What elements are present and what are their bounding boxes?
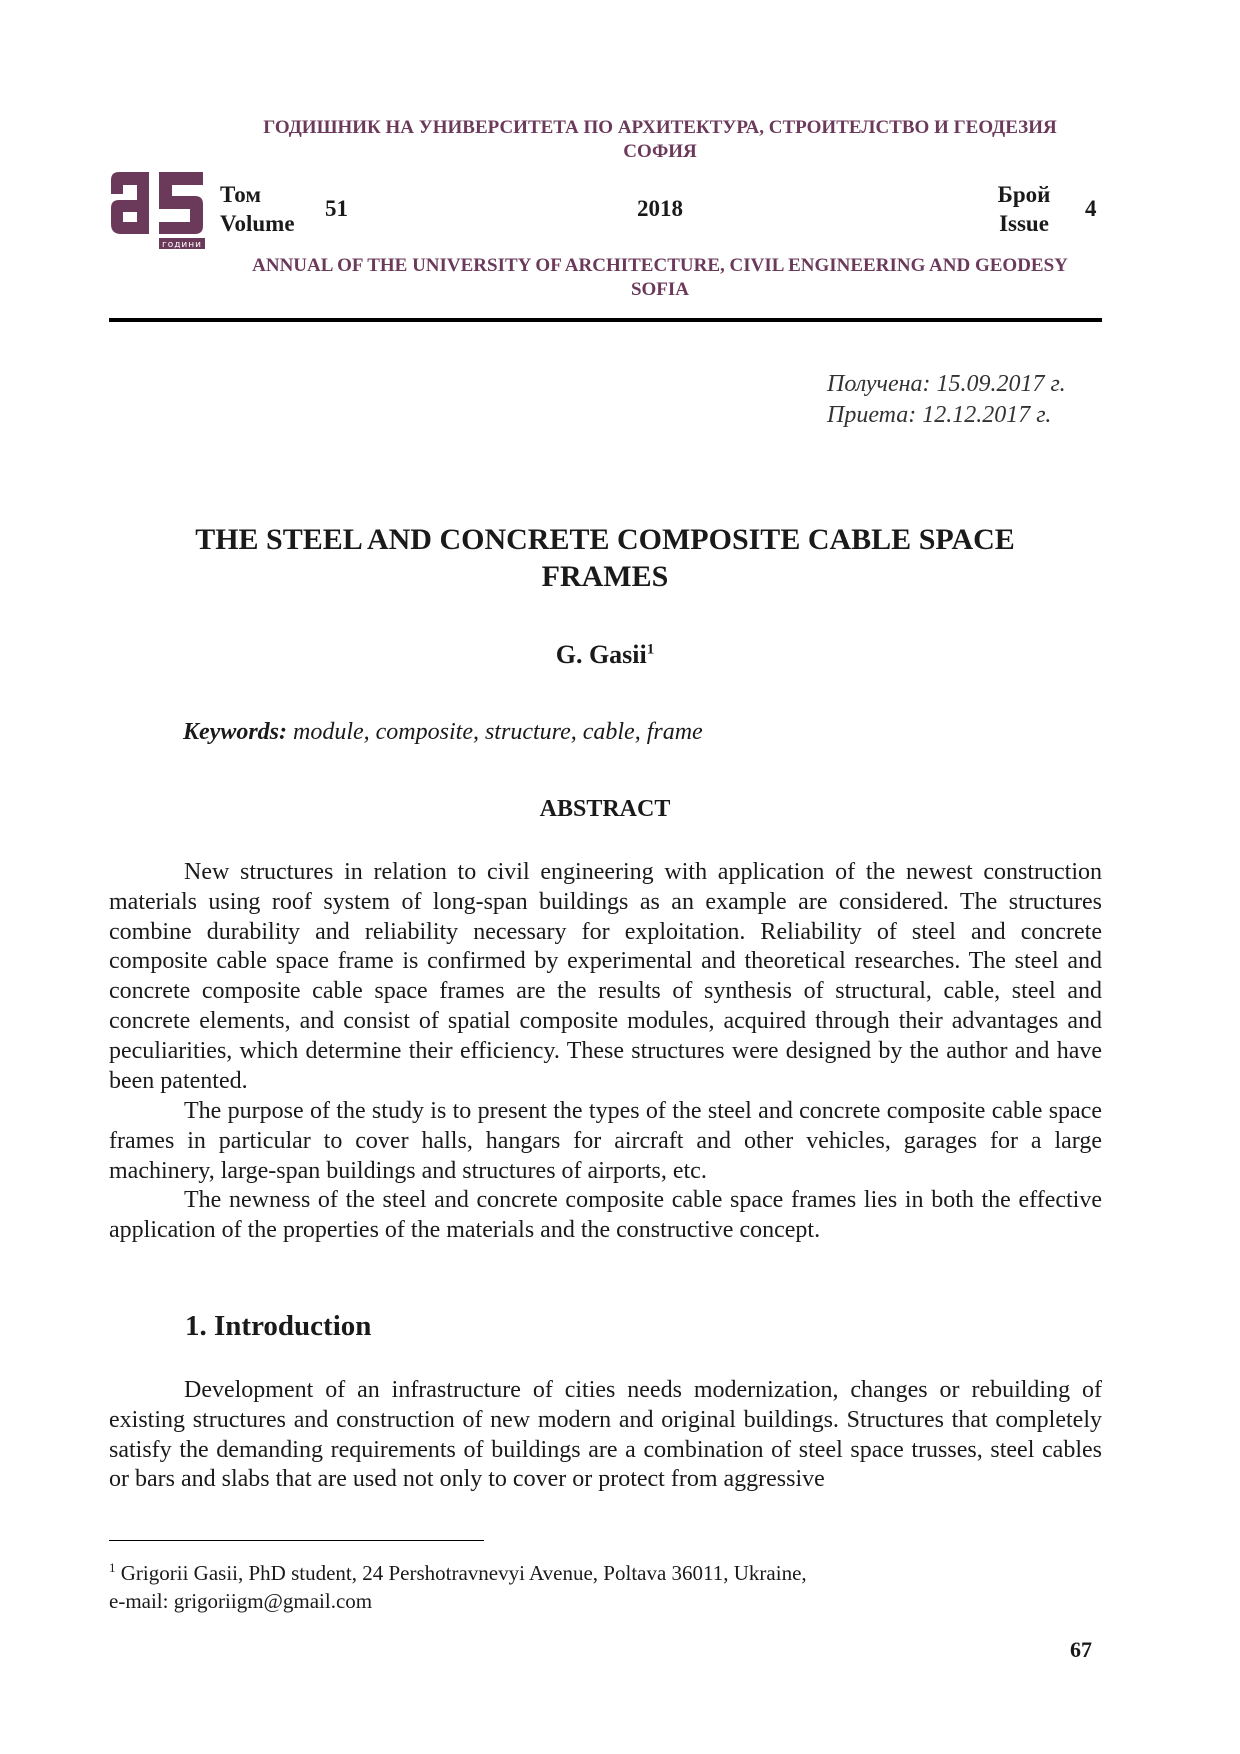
footnote-mark: 1	[109, 1560, 116, 1575]
journal-name-bulgarian	[215, 116, 1105, 164]
journal-name-bg-line2: СОФИЯ	[623, 141, 697, 162]
footnote-line2: e-mail: grigoriigm@gmail.com	[109, 1589, 373, 1613]
abstract-heading: ABSTRACT	[539, 796, 671, 822]
abstract-paragraph: New structures in relation to civil engineering with application of the newest construction materials using roof system of long-span buildings as an example are considered. The structures combine durability and reliability necessary for exploitation. Reliability of steel and concrete composite cable space frame is confirmed by experimental and theoretical researches. The steel and concrete composite cable space frames are the results of synthesis of structural, cable, steel and concrete elements, and consist of spatial composite modules, acquired through their advantages and peculiarities, which determine their efficiency. These structures were designed by the author and have been patented.	[109, 859, 1102, 1094]
volume-label-bg: Том	[220, 182, 262, 207]
introduction-paragraph: Development of an infrastructure of cities needs modernization, changes or rebuilding of existing structures and construction of new modern and original buildings. Structures that completely satisfy the demanding requirements of buildings are a combination of steel space trusses, steel cables or bars and slabs that are used not only to cover or protect from aggressive	[109, 1377, 1102, 1493]
publication-year: 2018	[637, 196, 683, 221]
journal-name-en-line2: SOFIA	[630, 279, 690, 300]
journal-name-bg-line1: ГОДИШНИК НА УНИВЕРСИТЕТА ПО АРХИТЕКТУРА, СТРОИТЕЛСТВО И ГЕОДЕЗИЯ	[263, 117, 1057, 138]
journal-name-english	[215, 254, 1105, 302]
author-footnote-mark: 1	[646, 641, 655, 658]
journal-name-en-line1: ANNUAL OF THE UNIVERSITY OF ARCHITECTURE, CIVIL ENGINEERING AND GEODESY	[252, 255, 1068, 276]
issue-label-en: Issue	[999, 211, 1049, 236]
footnote-line1: Grigorii Gasii, PhD student, 24 Pershotravnevyi Avenue, Poltava 36011, Ukraine,	[120, 1561, 807, 1585]
introduction-heading: 1. Introduction	[185, 1310, 372, 1342]
footnote	[109, 1554, 1009, 1615]
journal-logo	[107, 168, 207, 250]
keywords	[183, 719, 703, 746]
abstract-paragraph: The newness of the steel and concrete composite cable space frames lies in both the effective application of the properties of the materials and the constructive concept.	[109, 1187, 1102, 1243]
footnote-rule	[109, 1540, 484, 1541]
issue-label-bg: Брой	[997, 182, 1051, 207]
abstract-paragraph: The purpose of the study is to present the types of the steel and concrete composite cable space frames in particular to cover halls, hangars for aircraft and other vehicles, garages for a large machinery, large-span buildings and structures of airports, etc.	[109, 1098, 1102, 1184]
received-date: Получена: 15.09.2017 г.	[827, 371, 1066, 397]
page-number: 67	[1070, 1637, 1092, 1662]
keywords-label: Keywords:	[183, 719, 287, 745]
volume-number: 51	[325, 196, 348, 221]
article-title-line1: THE STEEL AND CONCRETE COMPOSITE CABLE SPACE	[195, 523, 1015, 556]
author-name: G. Gasii	[555, 640, 647, 669]
issue-label	[986, 180, 1062, 238]
volume-label	[220, 180, 295, 238]
volume-label-en: Volume	[220, 211, 295, 236]
author	[160, 640, 1050, 670]
article-title-line2: FRAMES	[541, 560, 669, 593]
issue-number: 4	[1085, 196, 1097, 221]
header-rule	[109, 318, 1102, 322]
submission-dates	[827, 369, 1066, 431]
article-title	[160, 521, 1050, 595]
keywords-list: module, composite, structure, cable, frame	[293, 719, 703, 745]
logo-caption: години	[161, 240, 203, 250]
accepted-date: Приета: 12.12.2017 г.	[827, 402, 1052, 428]
